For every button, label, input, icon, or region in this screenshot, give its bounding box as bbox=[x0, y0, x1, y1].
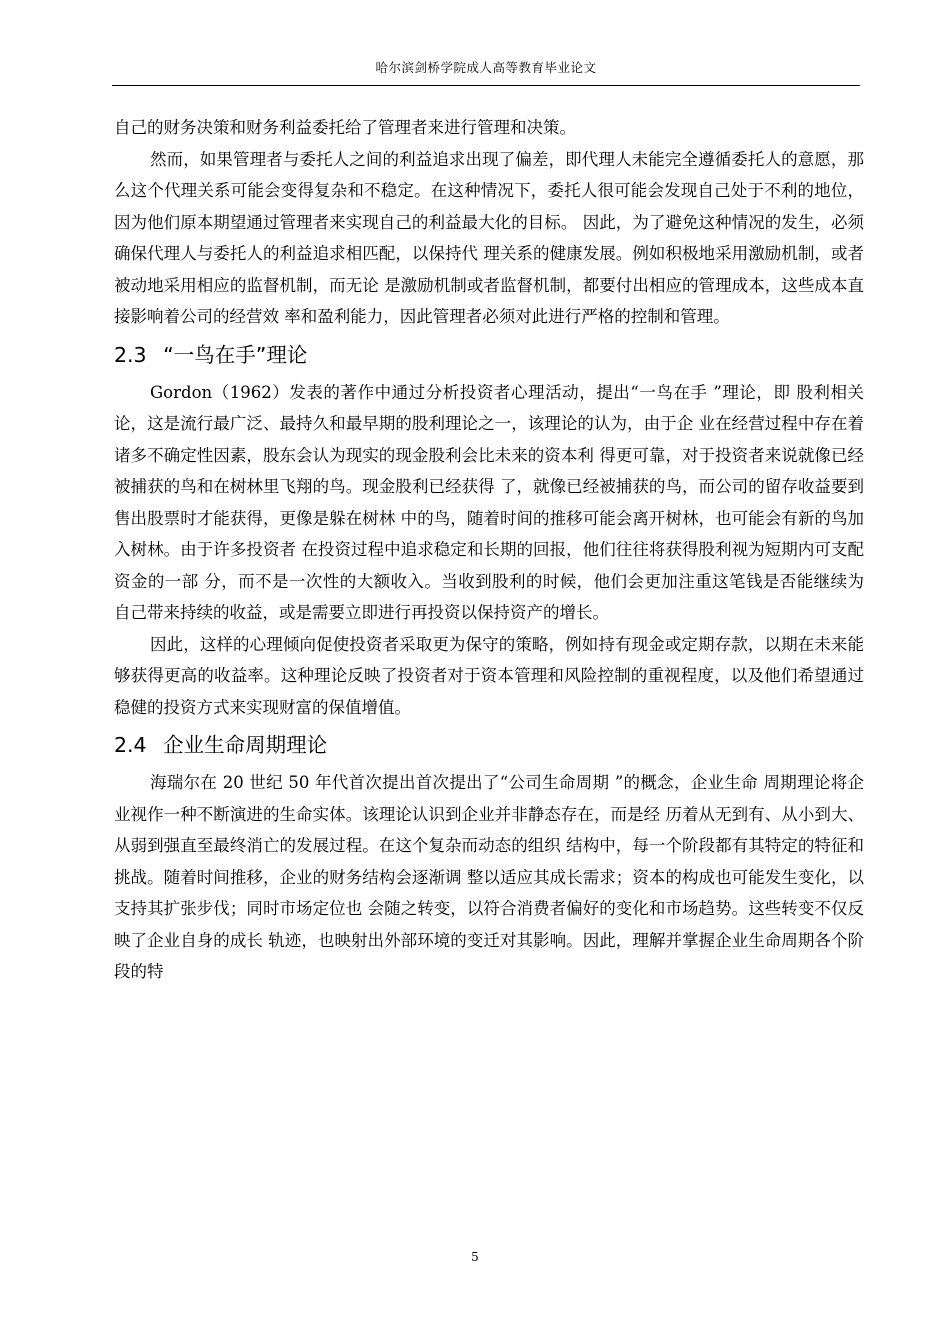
section-title: 企业生命周期理论 bbox=[163, 733, 328, 757]
paragraph-continuation: 自己的财务决策和财务利益委托给了管理者来进行管理和决策。 bbox=[114, 118, 576, 137]
paragraph-life-cycle: 海瑞尔在 20 世纪 50 年代首次提出首次提出了“公司生命周期 ”的概念，企业生命 周期理论将企业视作一种不断演进的生命实体。该理论认识到企业并非静态存在，而是经 历着从无到有、从小到大、从弱到强直至最终消亡的发展过程。在这个复杂而动态的组织 结构中，每一个阶段都有其特定的特征和挑战。随着时间推移，企业的财务结构会逐渐调 整以适应其成长需求；资本的构成也可能发生变化，以支持其扩张步伐；同时市场定位也 会随之转变，以符合消费者偏好的变化和市场趋势。这些转变不仅反映了企业自身的成长 轨迹，也映射出外部环境的变迁对其影响。因此，理解并掌握企业生命周期各个阶段的特 bbox=[114, 773, 864, 981]
section-title: “一鸟在手”理论 bbox=[163, 342, 308, 367]
paragraph-investor-psychology: 因此，这样的心理倾向促使投资者采取更为保守的策略，例如持有现金或定期存款，以期在未来能够获得更高的收益率。这种理论反映了投资者对于资本管理和风险控制的重视程度，以及他们希望通过稳健的投资方式来实现财富的保值增值。 bbox=[114, 634, 864, 717]
page-number: 5 bbox=[471, 1250, 479, 1264]
page-body bbox=[114, 112, 864, 988]
section-number: 2.3 bbox=[114, 342, 147, 367]
running-header: 哈尔滨剑桥学院成人高等教育毕业论文 bbox=[375, 60, 597, 75]
section-heading-2-4 bbox=[114, 727, 864, 763]
section-number: 2.4 bbox=[114, 733, 147, 757]
section-heading-2-3 bbox=[114, 337, 864, 373]
paragraph-agency-conflict: 然而，如果管理者与委托人之间的利益追求出现了偏差，即代理人未能完全遵循委托人的意愿，那么这个代理关系可能会变得复杂和不稳定。在这种情况下，委托人很可能会发现自己处于不利的地位，因为他们原本期望通过管理者来实现自己的利益最大化的目标。 因此，为了避免这种情况的发生，必须确保代理人与委托人的利益追求相匹配，以保持代 理关系的健康发展。例如积极地采用激励机制，或者被动地采用相应的监督机制，而无论 是激励机制或者监督机制，都要付出相应的管理成本，这些成本直接影响着公司的经营效 率和盈利能力，因此管理者必须对此进行严格的控制和管理。 bbox=[114, 149, 864, 326]
header-rule bbox=[112, 85, 860, 86]
paragraph-bird-in-hand: Gordon（1962）发表的著作中通过分析投资者心理活动，提出“一鸟在手 ”理论，即 股利相关论，这是流行最广泛、最持久和最早期的股利理论之一，该理论的认为，由于企 业在经营过程中存在着诸多不确定性因素，股东会认为现实的现金股利会比未来的资本利 得更可靠，对于投资者来说就像已经被捕获的鸟和在树林里飞翔的鸟。现金股利已经获得 了，就像已经被捕获的鸟，而公司的留存收益要到售出股票时才能获得，更像是躲在树林 中的鸟，随着时间的推移可能会离开树林，也可能会有新的鸟加入树林。由于许多投资者 在投资过程中追求稳定和长期的回报，他们往往将获得股利视为短期内可支配资金的一部 分，而不是一次性的大额收入。当收到股利的时候，他们会更加注重这笔钱是否能继续为 自己带来持续的收益，或是需要立即进行再投资以保持资产的增长。 bbox=[114, 382, 864, 622]
